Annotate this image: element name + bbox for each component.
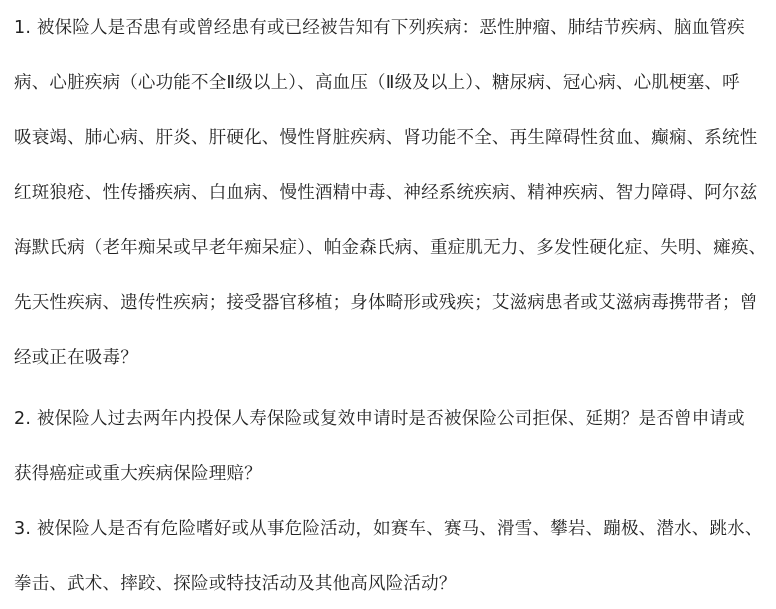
- question-1-line-6: 先天性疾病、遗传性疾病；接受器官移植；身体畸形或残疾；艾滋病患者或艾滋病毒携带者；曾: [14, 293, 758, 313]
- question-1-line-3: 吸衰竭、肺心病、肝炎、肝硬化、慢性肾脏疾病、肾功能不全、再生障碍性贫血、癫痫、系统性: [14, 128, 758, 148]
- question-1-line-5: 海默氏病（老年痴呆或早老年痴呆症）、帕金森氏病、重症肌无力、多发性硬化症、失明、瘫痪、: [14, 238, 767, 258]
- question-3-line-1: 3. 被保险人是否有危险嗜好或从事危险活动，如赛车、赛马、滑雪、攀岩、蹦极、潜水、跳水、: [14, 519, 763, 539]
- question-2-line-1: 2. 被保险人过去两年内投保人寿保险或复效申请时是否被保险公司拒保、延期？是否曾申请或: [14, 409, 745, 429]
- question-1-line-4: 红斑狼疮、性传播疾病、白血病、慢性酒精中毒、神经系统疾病、精神疾病、智力障碍、阿尔兹: [14, 183, 758, 203]
- question-1-line-2: 病、心脏疾病（心功能不全Ⅱ级以上）、高血压（Ⅱ级及以上）、糖尿病、冠心病、心肌梗塞、呼: [14, 73, 740, 93]
- question-1-line-1: 1. 被保险人是否患有或曾经患有或已经被告知有下列疾病：恶性肿瘤、肺结节疾病、脑血管疾: [14, 18, 745, 38]
- question-2-line-2: 获得癌症或重大疾病保险理赔？: [14, 464, 262, 484]
- question-3-line-2: 拳击、武术、摔跤、探险或特技活动及其他高风险活动？: [14, 574, 457, 594]
- question-1-line-7: 经或正在吸毒？: [14, 348, 138, 368]
